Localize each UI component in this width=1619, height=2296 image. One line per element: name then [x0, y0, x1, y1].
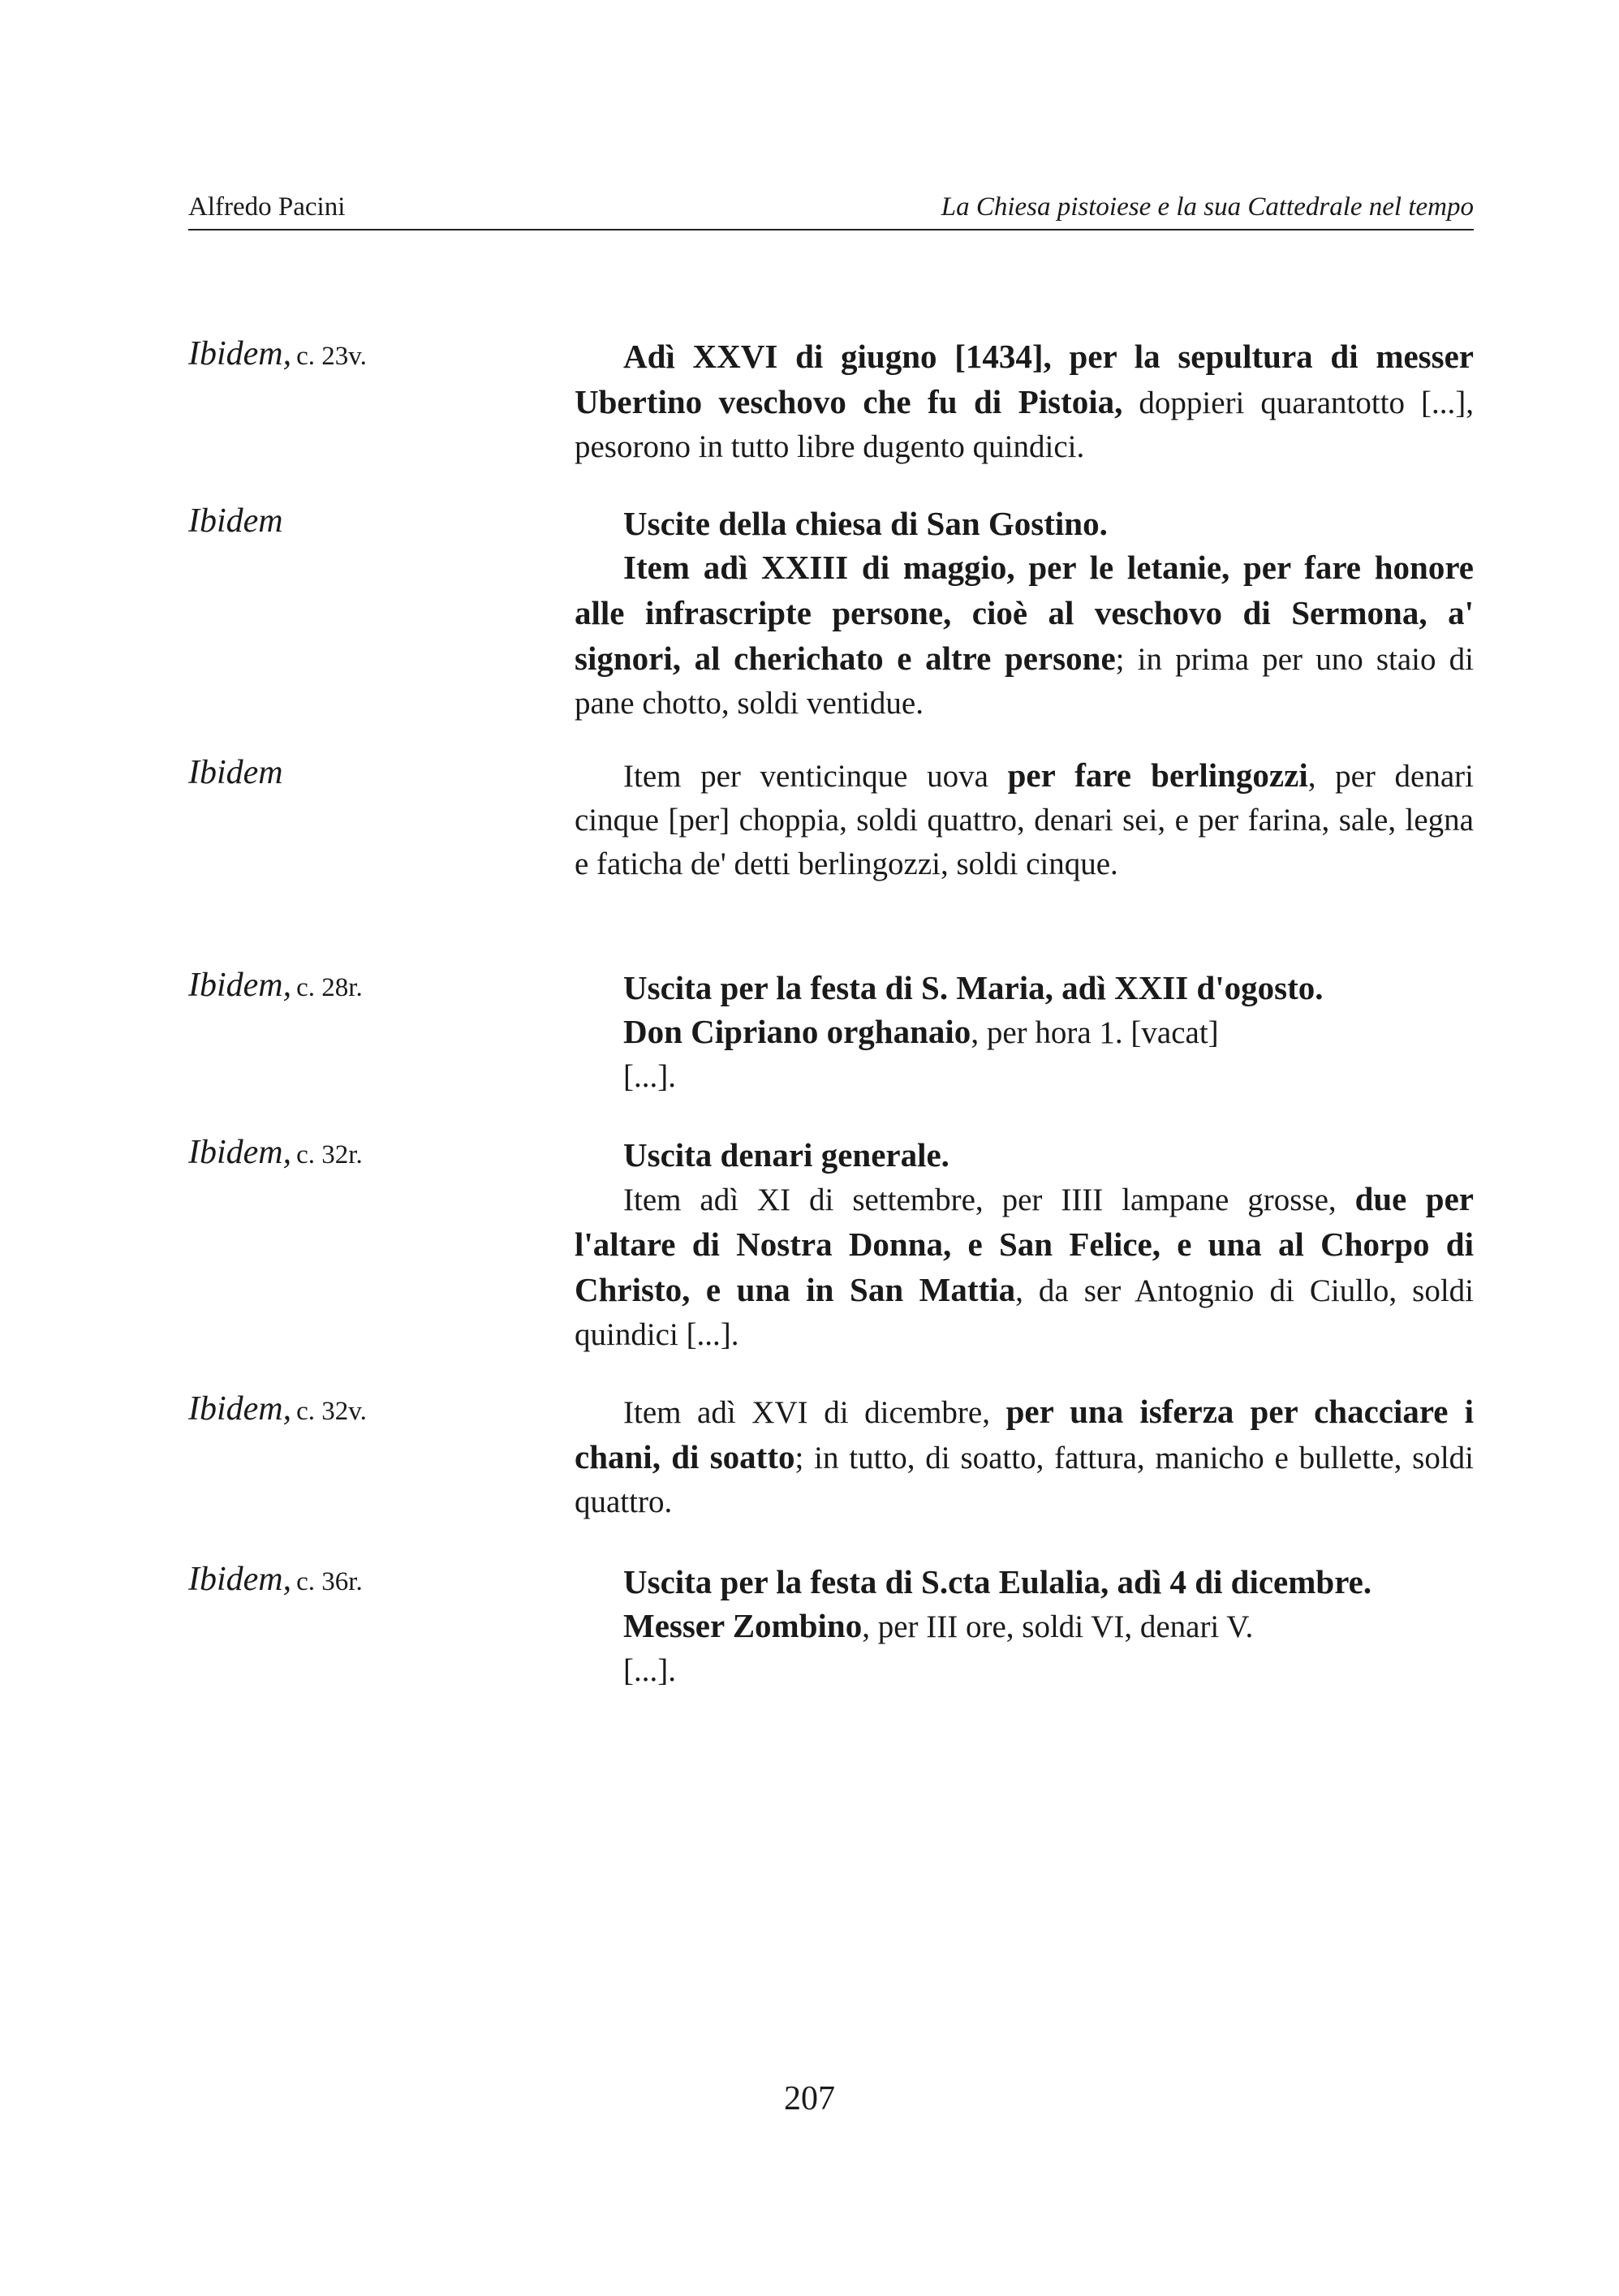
entry-reference: Ibidem, c. 28r.	[188, 967, 363, 1004]
header-author: Alfredo Pacini	[188, 192, 346, 222]
entry-text: Item per venticinque uova per fare berlingozzi, per denari cinque [per] choppia, soldi quattro, denari sei, e per farina, sale, legna e faticha de' detti berlingozzi, soldi cinque.	[575, 756, 1474, 881]
entry-heading: Uscite della chiesa di San Gostino.	[623, 505, 1108, 542]
running-header	[188, 192, 1474, 230]
entry-reference: Ibidem	[188, 502, 283, 540]
entry-text: Uscita per la festa di S.cta Eulalia, adì 4 di dicembre. Messer Zombino, per III ore, soldi VI, denari V. [...].	[575, 1560, 1474, 1693]
entry-reference: Ibidem, c. 32r.	[188, 1134, 363, 1171]
entry-heading: Uscita denari generale.	[623, 1136, 949, 1174]
header-title: La Chiesa pistoiese e la sua Cattedrale nel tempo	[941, 192, 1474, 222]
entry-text: Uscite della chiesa di San Gostino. Item adì XXIII di maggio, per le letanie, per fare honore alle infrascripte persone, cioè al veschovo di Sermona, a' signori, al cherichato e altre persone; in prima per uno staio di pane chotto, soldi ventidue.	[575, 502, 1474, 726]
entry-reference: Ibidem	[188, 754, 283, 791]
entry-text: Uscita per la festa di S. Maria, adì XXII d'ogosto. Don Cipriano orghanaio, per hora 1. [vacat] [...].	[575, 966, 1474, 1099]
entry-text: Uscita denari generale. Item adì XI di settembre, per IIII lampane grosse, due per l'altare di Nostra Donna, e San Felice, e una al Chorpo di Christo, e una in San Mattia, da ser Antognio di Ciullo, soldi quindici [...].	[575, 1133, 1474, 1357]
entry-reference: Ibidem, c. 36r.	[188, 1561, 363, 1598]
entry-text: Adì XXVI di giugno [1434], per la sepultura di messer Ubertino veschovo che fu di Pistoia, doppieri quarantotto [...], pesorono in tutto libre dugento quindici.	[575, 338, 1474, 464]
entry-heading: Uscita per la festa di S. Maria, adì XXII d'ogosto.	[623, 969, 1324, 1006]
entry-heading: Uscita per la festa di S.cta Eulalia, adì 4 di dicembre.	[623, 1563, 1372, 1600]
entry-reference: Ibidem, c. 23v.	[188, 335, 367, 373]
entry-reference: Ibidem, c. 32v.	[188, 1390, 367, 1428]
page-number: 207	[784, 2080, 835, 2117]
entry-text: Item adì XVI di dicembre, per una isferza per chacciare i chani, di soatto; in tutto, di soatto, fattura, manicho e bullette, soldi quattro.	[575, 1393, 1474, 1519]
